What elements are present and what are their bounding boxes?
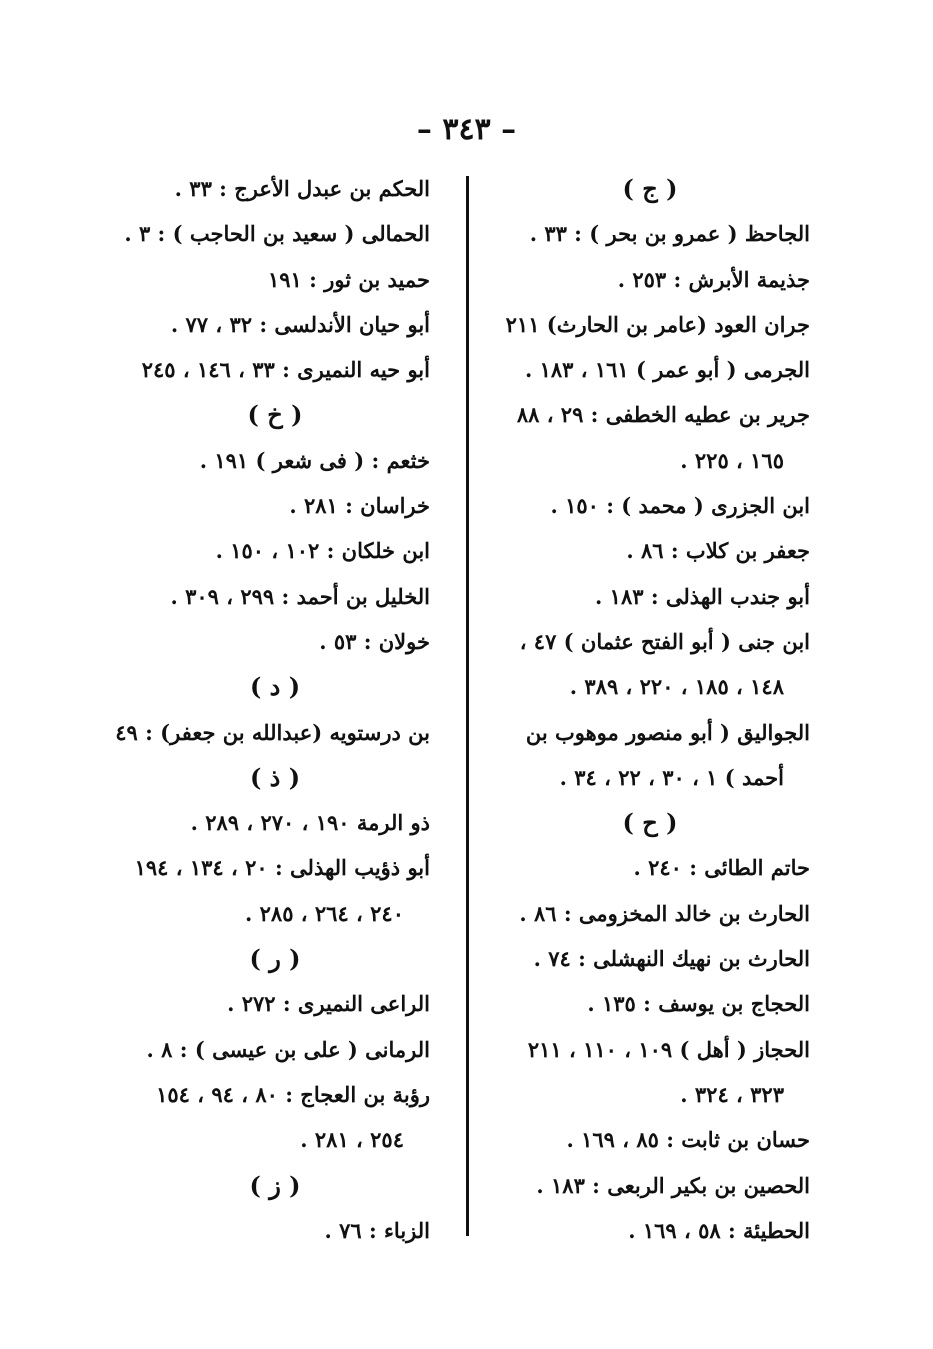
index-entry: جرير بن عطيه الخطفى : ٢٩ ، ٨٨ xyxy=(516,402,810,428)
index-entry: ابن الجزرى ( محمد ) : ١٥٠ . xyxy=(550,493,810,519)
page-number: – ٣٤٣ – xyxy=(416,112,517,147)
letter-heading: ( ر ) xyxy=(249,944,301,974)
index-entry-continuation: ١٤٨ ، ١٨٥ ، ٢٢٠ ، ٣٨٩ . xyxy=(569,674,784,700)
index-entry: أبو حيان الأندلسى : ٣٢ ، ٧٧ . xyxy=(170,311,430,337)
index-entry-continuation: ٢٤٠ ، ٢٦٤ ، ٢٨٥ . xyxy=(245,900,404,926)
letter-heading: ( خ ) xyxy=(247,400,303,430)
index-entry: الرمانى ( على بن عيسى ) : ٨ . xyxy=(146,1036,430,1062)
index-entry: جران العود (عامر بن الحارث) ٢١١ xyxy=(505,311,810,337)
index-entry: الراعى النميرى : ٢٧٢ . xyxy=(227,991,430,1017)
index-entry: ابن جنى ( أبو الفتح عثمان ) ٤٧ ، xyxy=(519,628,810,654)
index-entry: أبو ذؤيب الهذلى : ٢٠ ، ١٣٤ ، ١٩٤ xyxy=(134,855,430,881)
index-entry: بن درستويه (عبدالله بن جعفر) : ٤٩ xyxy=(115,719,430,745)
letter-heading: ( ج ) xyxy=(622,174,678,203)
index-entry: حميد بن ثور : ١٩١ xyxy=(268,266,430,292)
letter-heading: ( ز ) xyxy=(249,1170,301,1200)
index-entry: الجاحظ ( عمرو بن بحر ) : ٣٣ . xyxy=(529,221,810,247)
index-entry: الحكم بن عبدل الأعرج : ٣٣ . xyxy=(174,176,430,201)
index-entry-continuation: ٢٥٤ ، ٢٨١ . xyxy=(300,1127,404,1153)
index-entry: الحارث بن خالد المخزومى : ٨٦ . xyxy=(519,900,810,926)
letter-heading: ( ح ) xyxy=(622,808,678,838)
index-entry: أبو حيه النميرى : ٣٣ ، ١٤٦ ، ٢٤٥ xyxy=(141,357,430,383)
index-entry: الحجاز ( أهل ) ١٠٩ ، ١١٠ ، ٢١١ xyxy=(527,1036,810,1062)
index-entry-continuation: ٣٢٣ ، ٣٢٤ . xyxy=(680,1081,784,1107)
index-entry: خولان : ٥٣ . xyxy=(319,628,430,654)
letter-heading: ( د ) xyxy=(249,672,301,702)
index-entry: الجواليق ( أبو منصور موهوب بن xyxy=(525,719,810,745)
index-entry: الزباء : ٧٦ . xyxy=(324,1217,430,1243)
index-entry-continuation: أحمد ) ١ ، ٣٠ ، ٢٢ ، ٣٤ . xyxy=(559,764,784,790)
index-entry-continuation: ١٦٥ ، ٢٢٥ . xyxy=(680,447,784,473)
index-entry: الحارث بن نهيك النهشلى : ٧٤ . xyxy=(533,946,810,972)
index-entry: ذو الرمة ١٩٠ ، ٢٧٠ ، ٢٨٩ . xyxy=(190,810,430,836)
index-entry: جذيمة الأبرش : ٢٥٣ . xyxy=(617,266,810,292)
index-entry: جعفر بن كلاب : ٨٦ . xyxy=(626,538,810,564)
index-entry: حسان بن ثابت : ٨٥ ، ١٦٩ . xyxy=(566,1127,810,1153)
index-entry: الحصين بن بكير الربعى : ١٨٣ . xyxy=(536,1172,810,1198)
index-entry: الخليل بن أحمد : ٢٩٩ ، ٣٠٩ . xyxy=(170,583,430,609)
index-entry: خراسان : ٢٨١ . xyxy=(289,493,430,519)
index-entry: ابن خلكان : ١٠٢ ، ١٥٠ . xyxy=(215,538,430,564)
index-entry: رؤبة بن العجاج : ٨٠ ، ٩٤ ، ١٥٤ xyxy=(156,1081,430,1107)
index-column-right xyxy=(490,166,810,1253)
index-entry: حاتم الطائى : ٢٤٠ . xyxy=(633,855,810,881)
index-entry: أبو جندب الهذلى : ١٨٣ . xyxy=(595,583,810,609)
column-divider xyxy=(466,176,469,1236)
index-column-left xyxy=(115,166,430,1253)
index-entry: الحمالى ( سعيد بن الحاجب ) : ٣ . xyxy=(124,221,430,247)
index-entry: الحجاج بن يوسف : ١٣٥ . xyxy=(587,991,810,1017)
index-entry: الجرمى ( أبو عمر ) ١٦١ ، ١٨٣ . xyxy=(524,357,810,383)
index-entry: خثعم : ( فى شعر ) ١٩١ . xyxy=(199,447,430,473)
letter-heading: ( ذ ) xyxy=(249,762,301,792)
index-entry: الحطيئة : ٥٨ ، ١٦٩ . xyxy=(628,1217,810,1243)
